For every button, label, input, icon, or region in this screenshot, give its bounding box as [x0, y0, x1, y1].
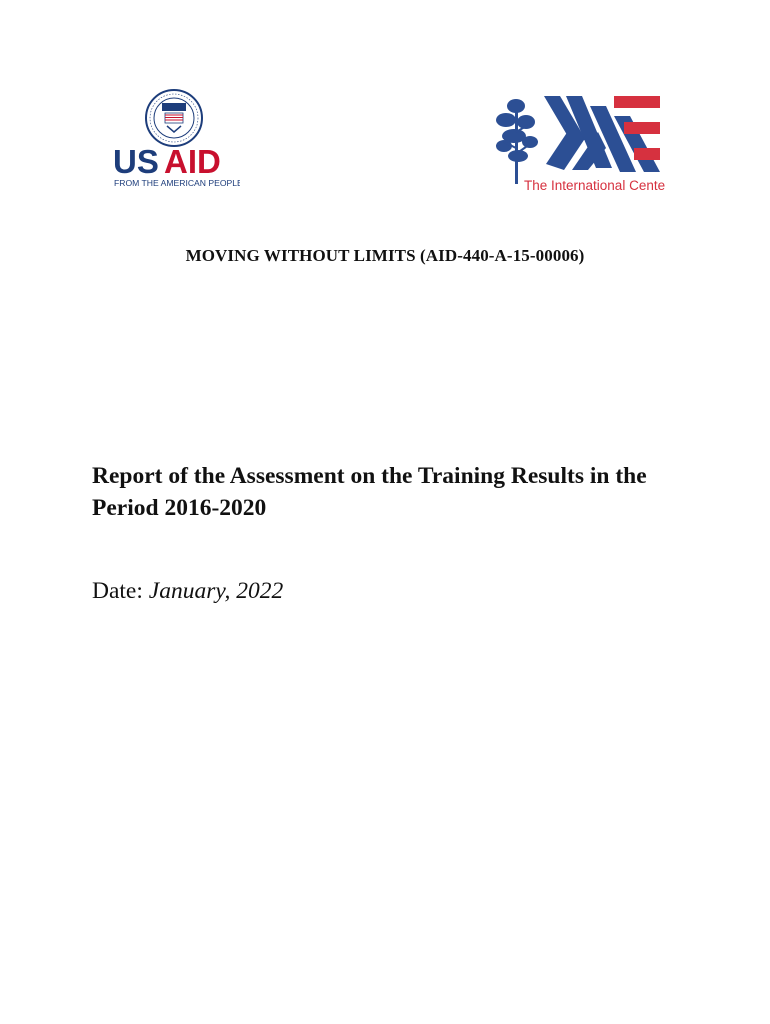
project-title: MOVING WITHOUT LIMITS (AID-440-A-15-00006): [185, 246, 585, 265]
usaid-wordmark-us: US: [113, 143, 159, 180]
usaid-logo-graphic: [110, 86, 240, 192]
date-label: Date:: [92, 578, 143, 604]
report-title: [92, 460, 712, 524]
international-center-logo: [494, 92, 666, 194]
report-title-line-2: Period 2016-2020: [92, 495, 267, 521]
tree-icon: [496, 99, 538, 184]
report-title-line-1: Report of the Assessment on the Training Results in the: [92, 463, 647, 489]
international-center-name: The International Center: [524, 178, 666, 193]
report-date: [92, 578, 283, 605]
international-center-logo-graphic: [494, 92, 666, 194]
date-value: January, 2022: [148, 578, 284, 604]
usaid-logo: [110, 86, 240, 192]
usaid-tagline: FROM THE AMERICAN PEOPLE: [114, 178, 240, 188]
usaid-wordmark-aid: AID: [164, 143, 221, 180]
